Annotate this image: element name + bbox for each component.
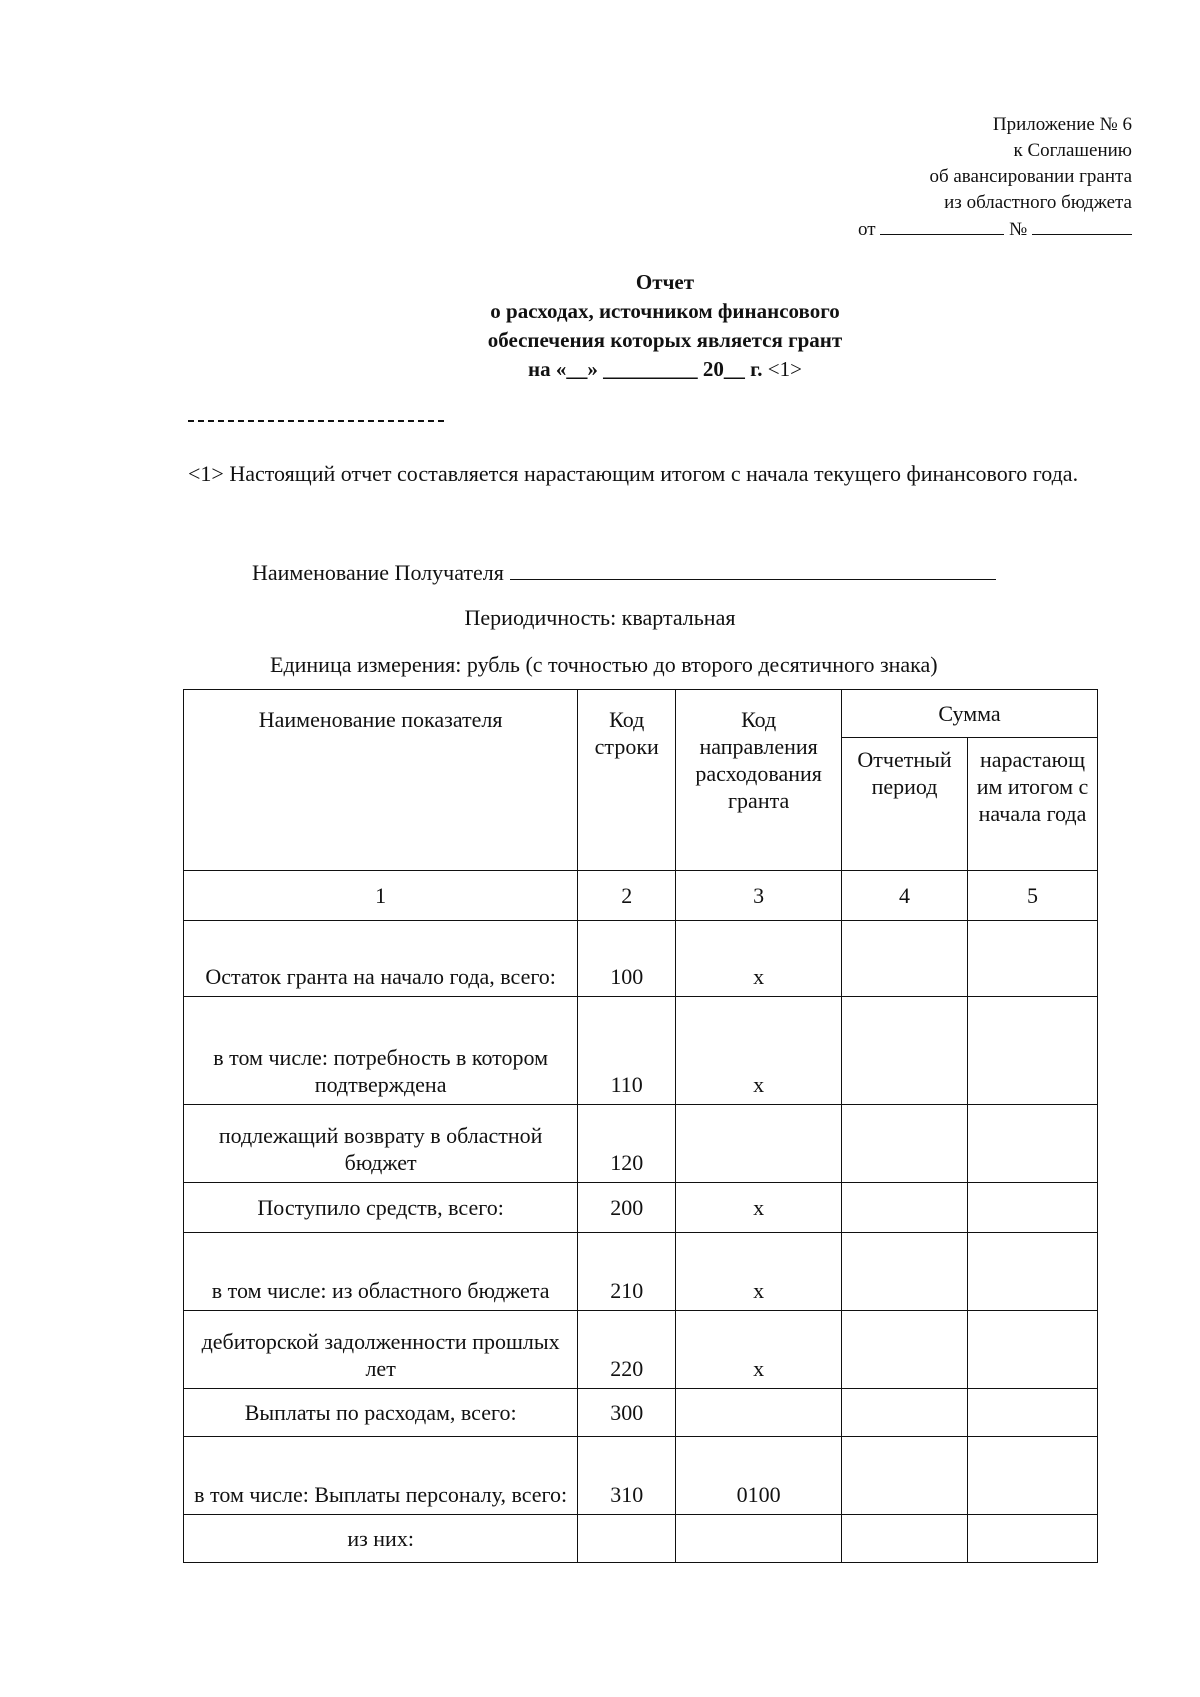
row-period-value	[842, 921, 968, 997]
report-title	[0, 268, 1200, 384]
header-reporting-period: Отчетный период	[842, 738, 968, 871]
row-direction: x	[676, 921, 842, 997]
row-code: 200	[578, 1183, 676, 1233]
row-code: 310	[578, 1437, 676, 1515]
row-direction: 0100	[676, 1437, 842, 1515]
footnote-text: <1> Настоящий отчет составляется нарастающим итогом с начала текущего финансового года.	[188, 461, 1079, 486]
title-date: на «__» _________ 20__ г.	[528, 357, 763, 381]
from-label: от	[858, 219, 876, 240]
unit-text: Единица измерения: рубль (с точностью до второго десятичного знака)	[270, 652, 938, 677]
row-direction: x	[676, 1183, 842, 1233]
row-code: 110	[578, 997, 676, 1105]
table-row	[184, 1389, 1098, 1437]
row-name: в том числе: из областного бюджета	[184, 1233, 578, 1311]
column-number: 4	[842, 871, 968, 921]
row-direction	[676, 1105, 842, 1183]
row-period-value	[842, 1515, 968, 1563]
column-number-row	[184, 871, 1098, 921]
row-period-value	[842, 1311, 968, 1389]
appendix-header	[858, 112, 1132, 243]
row-code: 210	[578, 1233, 676, 1311]
row-name: Остаток гранта на начало года, всего:	[184, 921, 578, 997]
appendix-line: из областного бюджета	[944, 192, 1132, 213]
number-blank	[1032, 216, 1132, 235]
header-line-code: Код строки	[578, 690, 676, 871]
row-direction	[676, 1389, 842, 1437]
table-row	[184, 1105, 1098, 1183]
row-period-value	[842, 997, 968, 1105]
periodicity-text: Периодичность: квартальная	[464, 605, 736, 630]
row-cumulative-value	[968, 1437, 1098, 1515]
appendix-line: к Соглашению	[1013, 140, 1132, 161]
table-row	[184, 1233, 1098, 1311]
title-date-line	[0, 355, 1200, 384]
recipient-label: Наименование Получателя	[252, 560, 504, 585]
row-name: в том числе: Выплаты персоналу, всего:	[184, 1437, 578, 1515]
row-direction: x	[676, 997, 842, 1105]
row-direction: x	[676, 1233, 842, 1311]
appendix-line: Приложение № 6	[992, 114, 1132, 135]
row-cumulative-value	[968, 1105, 1098, 1183]
row-cumulative-value	[968, 1389, 1098, 1437]
row-cumulative-value	[968, 921, 1098, 997]
table-row	[184, 1437, 1098, 1515]
row-period-value	[842, 1389, 968, 1437]
header-direction-code: Код направления расходования гранта	[676, 690, 842, 871]
number-label: №	[1009, 219, 1028, 240]
row-period-value	[842, 1183, 968, 1233]
row-code: 100	[578, 921, 676, 997]
appendix-date-number-line	[858, 216, 1132, 243]
footnote-ref: <1>	[767, 357, 802, 381]
date-blank	[880, 216, 1004, 235]
title-line: Отчет	[635, 270, 695, 294]
column-number: 1	[184, 871, 578, 921]
footnote-separator	[188, 420, 444, 422]
row-code: 300	[578, 1389, 676, 1437]
row-code: 120	[578, 1105, 676, 1183]
row-cumulative-value	[968, 997, 1098, 1105]
title-line: обеспечения которых является грант	[487, 328, 843, 352]
row-name: Поступило средств, всего:	[184, 1183, 578, 1233]
row-name: подлежащий возврату в областной бюджет	[184, 1105, 578, 1183]
table-row	[184, 1311, 1098, 1389]
row-cumulative-value	[968, 1183, 1098, 1233]
table-row	[184, 1183, 1098, 1233]
column-number: 5	[968, 871, 1098, 921]
row-code	[578, 1515, 676, 1563]
row-cumulative-value	[968, 1515, 1098, 1563]
row-period-value	[842, 1233, 968, 1311]
column-number: 3	[676, 871, 842, 921]
row-period-value	[842, 1105, 968, 1183]
header-sum: Сумма	[842, 690, 1098, 738]
table-row	[184, 1515, 1098, 1563]
header-row	[184, 690, 1098, 738]
table-row	[184, 997, 1098, 1105]
row-direction: x	[676, 1311, 842, 1389]
row-name: дебиторской задолженности прошлых лет	[184, 1311, 578, 1389]
row-direction	[676, 1515, 842, 1563]
row-name: в том числе: потребность в котором подтверждена	[184, 997, 578, 1105]
row-period-value	[842, 1437, 968, 1515]
row-cumulative-value	[968, 1311, 1098, 1389]
report-table	[183, 689, 1098, 1563]
recipient-field	[252, 557, 996, 588]
column-number: 2	[578, 871, 676, 921]
header-cumulative: нарастающ им итогом с начала года	[968, 738, 1098, 871]
recipient-blank-line	[510, 557, 996, 580]
appendix-line: об авансировании гранта	[929, 166, 1132, 187]
row-code: 220	[578, 1311, 676, 1389]
title-line: о расходах, источником финансового	[490, 299, 840, 323]
row-cumulative-value	[968, 1233, 1098, 1311]
table-row	[184, 921, 1098, 997]
header-name: Наименование показателя	[184, 690, 578, 871]
row-name: из них:	[184, 1515, 578, 1563]
row-name: Выплаты по расходам, всего:	[184, 1389, 578, 1437]
